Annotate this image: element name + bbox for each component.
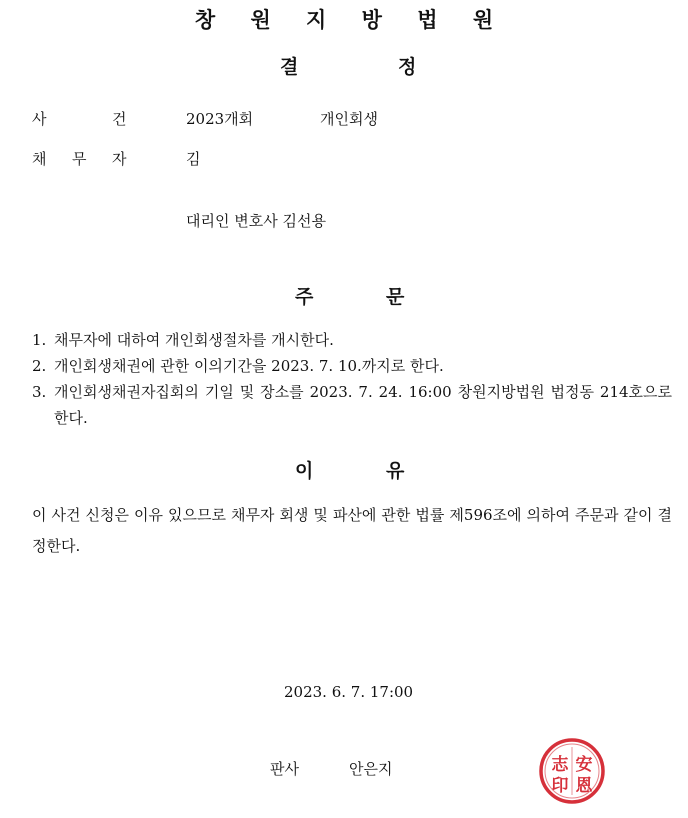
seal-glyph: 安 bbox=[575, 755, 593, 775]
case-number: 2023개회 bbox=[186, 110, 254, 128]
case-label-text: 사 bbox=[32, 110, 47, 128]
order-item bbox=[32, 327, 672, 353]
case-label bbox=[32, 108, 47, 129]
court-name: 창 원 지 방 법 원 bbox=[194, 8, 508, 32]
debtor-label-2: 무 bbox=[72, 150, 87, 168]
order-heading-right: 문 bbox=[386, 286, 405, 308]
agent: 대리인 변호사 김선용 bbox=[186, 212, 326, 230]
debtor-label-3: 자 bbox=[112, 150, 127, 168]
order-item-number: 2. bbox=[32, 357, 47, 375]
judge-title: 판사 bbox=[270, 760, 299, 778]
decision-datetime: 2023. 6. 7. 17:00 bbox=[284, 683, 414, 701]
debtor-name: 김 bbox=[186, 150, 201, 168]
doc-title-left: 결 bbox=[280, 56, 299, 78]
order-item-number: 3. bbox=[32, 383, 47, 401]
case-label-2: 건 bbox=[112, 110, 127, 128]
court-seal-stamp bbox=[538, 737, 606, 805]
judge-name: 안은지 bbox=[349, 760, 393, 778]
order-item-number: 1. bbox=[32, 331, 47, 349]
seal-glyph: 印 bbox=[551, 776, 569, 796]
reason-heading-left: 이 bbox=[295, 460, 314, 482]
order-list bbox=[32, 327, 672, 431]
doc-title-right: 정 bbox=[398, 56, 417, 78]
order-item bbox=[32, 353, 672, 379]
order-item-text: 채무자에 대하여 개인회생절차를 개시한다. bbox=[54, 331, 334, 349]
seal-glyph: 志 bbox=[551, 755, 569, 775]
reason-text: 이 사건 신청은 이유 있으므로 채무자 회생 및 파산에 관한 법률 제596조에 의하여 주문과 같이 결정한다. bbox=[32, 506, 672, 555]
debtor-label-1: 채 bbox=[32, 150, 47, 168]
order-item-text: 개인회생채권자집회의 기일 및 장소를 2023. 7. 24. 16:00 창원지방법원 법정동 214호으로 한다. bbox=[54, 383, 672, 427]
case-type: 개인회생 bbox=[320, 110, 378, 128]
reason-heading-right: 유 bbox=[386, 460, 405, 482]
seal-glyph: 恩 bbox=[575, 776, 593, 796]
order-item bbox=[32, 379, 672, 431]
order-item-text: 개인회생채권에 관한 이의기간을 2023. 7. 10.까지로 한다. bbox=[54, 357, 444, 375]
order-heading-left: 주 bbox=[295, 286, 314, 308]
